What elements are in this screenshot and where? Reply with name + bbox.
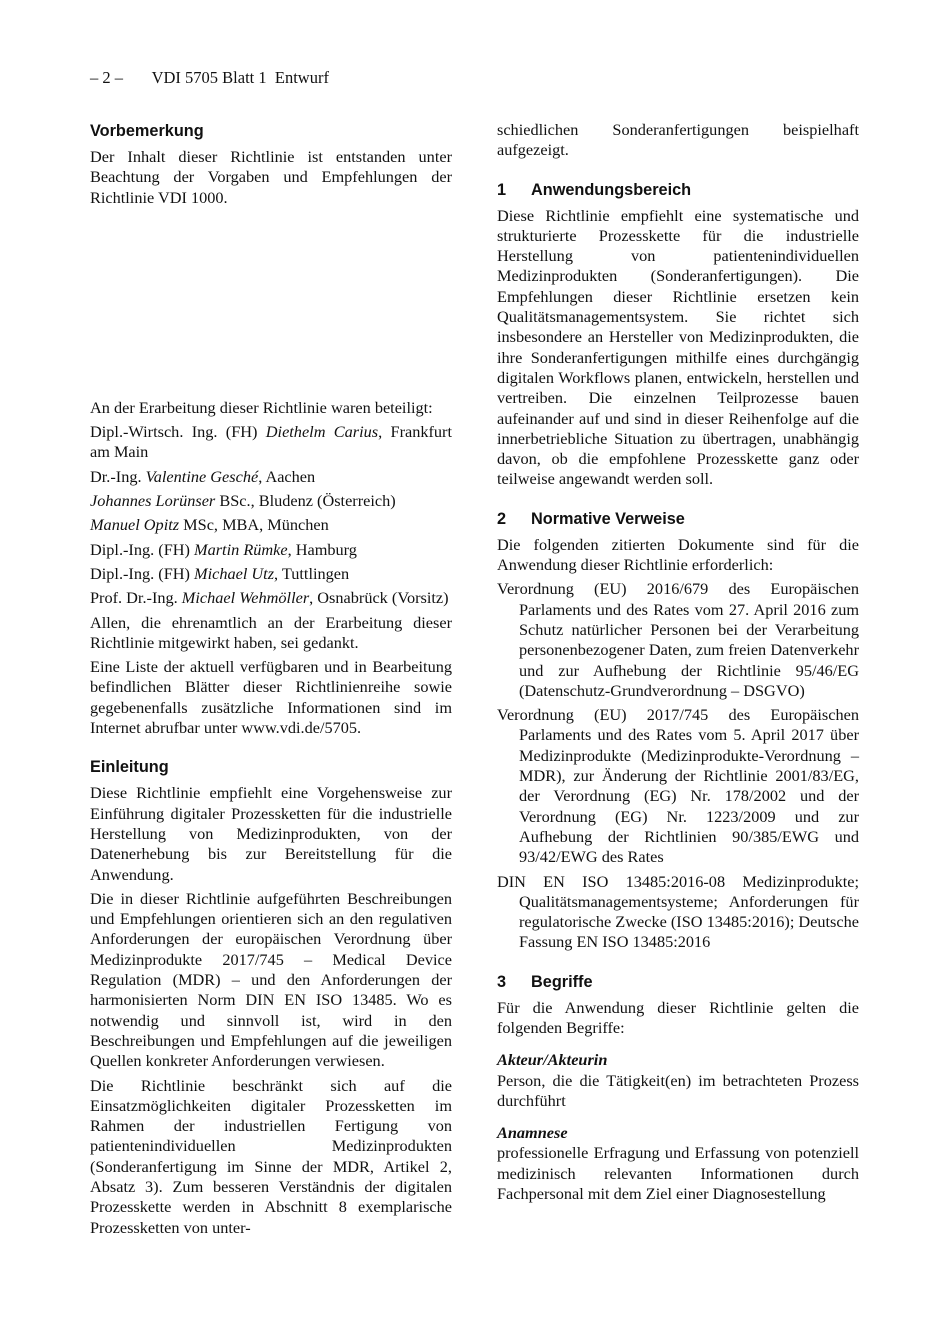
contributors-intro: An der Erarbeitung dieser Richtlinie waren beteiligt: [90, 397, 433, 417]
contributor: Prof. Dr.-Ing. Michael Wehmöller, Osnabrück (Vorsitz) [90, 588, 449, 608]
einleitung-paragraph-3-continued: schiedlichen Sonderanfertigungen beispielhaft aufgezeigt. [497, 120, 859, 160]
document-id: VDI 5705 Blatt 1 [151, 68, 267, 87]
heading-section-1: 1 Anwendungsbereich [497, 180, 692, 199]
blank-space [90, 212, 452, 398]
contributor-name: Michael Utz [194, 563, 275, 583]
vorbemerkung-text: Der Inhalt dieser Richtlinie ist entstanden unter Beachtung der Vorgaben und Empfehlungen der Richtlinie VDI 1000. [90, 147, 452, 207]
contributor: Dipl.-Ing. (FH) Martin Rümke, Hamburg [90, 539, 357, 559]
normative-reference: Verordnung (EU) 2016/679 des Europäischen Parlaments und des Rates vom 27. April 2016 zum Schutz natürlicher Personen bei der Verarbeitung personenbezogener Daten, zum freien Datenverkehr und zur Aufhebung der Richtlinie 95/46/EG (Datenschutz-Grundverordnung – DSGVO) [497, 579, 859, 700]
einleitung-paragraph-3: Die Richtlinie beschränkt sich auf die Einsatzmöglichkeiten digitaler Prozessketten im Rahmen der industriellen Fertigung von patientenindividuellen Medizinprodukten (Sonderanfertigung im Sinne der MDR, Artikel 2, Absatz 3). Zum besseren Verständnis der digitalen Prozesskette werden in Abschnitt 8 exemplarische Prozessketten von unter- [90, 1075, 452, 1237]
contributor-name: Manuel Opitz [90, 515, 180, 535]
contributor-name: Diethelm Carius [265, 422, 379, 442]
section-1-text: Diese Richtlinie empfiehlt eine systematische und strukturierte Prozesskette für die industrielle Herstellung von patientenindividuellen Medizinprodukten (Sonderanfertigungen). Die Empfehlungen dieser Richtlinie ersetzen kein Qualitätsmanagementsystem. Sie richtet sich insbesondere an Hersteller von Medizinprodukten, die ihre Sonderanfertigungen mithilfe eines durchgängig digitalen Workflows planen, entwickeln, herstellen und vertreiben. Die einzelnen Teilprozesse bauen aufeinander auf und sind in dieser Reihenfolge auf die innerbetriebliche Situation zu übertragen, unabhängig davon, ob die empfohlene Prozesskette ganz oder teilweise angewandt werden soll. [497, 205, 859, 489]
term-label: Anamnese [497, 1123, 568, 1143]
right-column [497, 120, 859, 1208]
heading-vorbemerkung: Vorbemerkung [90, 122, 204, 140]
contributor: Dipl.-Wirtsch. Ing. (FH) Diethelm Carius, Frankfurt am Main [90, 422, 453, 462]
contributor-name: Valentine Gesché [145, 466, 259, 486]
page-number: – 2 – [90, 68, 123, 87]
contributors-list [90, 422, 452, 608]
term-definition: professionelle Erfragung und Erfassung von potenziell medizinisch relevanten Informationen durch Fachpersonal mit dem Ziel einer Diagnosestellung [497, 1143, 859, 1204]
term-label: Akteur/Akteurin [497, 1050, 608, 1070]
section-2-intro: Die folgenden zitierten Dokumente sind für die Anwendung dieser Richtlinie erforderlich: [497, 534, 859, 575]
contributor: Manuel Opitz MSc, MBA, München [90, 515, 329, 535]
contributors-list-info: Eine Liste der aktuell verfügbaren und in Bearbeitung befindlichen Blätter dieser Richtlinienreihe sowie gegebenenfalls zusätzliche Informationen sind im Internet abrufbar unter www.vdi.de/5705. [90, 657, 452, 738]
heading-einleitung: Einleitung [90, 758, 169, 777]
contributor: Dr.-Ing. Valentine Gesché, Aachen [90, 466, 316, 486]
contributor: Johannes Lorünser BSc., Bludenz (Österreich) [90, 491, 396, 511]
contributors-thanks: Allen, die ehrenamtlich an der Erarbeitung dieser Richtlinie mitgewirkt haben, sei gedankt. [90, 612, 452, 652]
page-header [90, 67, 329, 89]
heading-section-2: 2 Normative Verweise [497, 509, 685, 528]
normative-reference: DIN EN ISO 13485:2016-08 Medizinprodukte; Qualitätsmanagementsysteme; Anforderungen für regulatorische Zwecke (ISO 13485:2016); Deutsche Fassung EN ISO 13485:2016 [497, 871, 859, 952]
normative-reference: Verordnung (EU) 2017/745 des Europäischen Parlaments und des Rates vom 5. April 2017 über Medizinprodukte (Medizinprodukte-Verordnung – MDR), zur Änderung der Richtlinie 2001/83/EG, der Verordnung (EG) Nr. 178/2002 und der Verordnung (EG) Nr. 1223/2009 und zur Aufhebung der Richtlinien 90/385/EWG und 93/42/EWG des Rates [497, 705, 859, 867]
einleitung-paragraph-2: Die in dieser Richtlinie aufgeführten Beschreibungen und Empfehlungen orientieren sich an den regulativen Anforderungen der europäischen Verordnung über Medizinprodukte 2017/745 – Medical Device Regulation (MDR) – und den Anforderungen der harmonisierten Norm DIN EN ISO 13485. Wo es notwendig und sinnvoll ist, wird in den Beschreibungen und Empfehlungen auf die jeweiligen Quellen konkreter Anforderungen verwiesen. [90, 888, 452, 1071]
left-column [90, 120, 452, 1242]
document-status: Entwurf [274, 68, 329, 87]
heading-section-3: 3 Begriffe [497, 972, 593, 991]
section-3-intro: Für die Anwendung dieser Richtlinie gelten die folgenden Begriffe: [497, 997, 859, 1037]
contributor-name: Johannes Lorünser [90, 491, 216, 511]
contributor-name: Martin Rümke [194, 539, 288, 559]
term-definition: Person, die die Tätigkeit(en) im betrachteten Prozess durchführt [497, 1070, 859, 1110]
contributor: Dipl.-Ing. (FH) Michael Utz, Tuttlingen [90, 563, 350, 583]
einleitung-paragraph-1: Diese Richtlinie empfiehlt eine Vorgehensweise zur Einführung digitaler Prozessketten für die industrielle Herstellung von Medizinprodukten, von der Datenerhebung bis zur Bereitstellung für die Anwendung. [90, 783, 452, 884]
contributor-name: Michael Wehmöller [181, 588, 310, 608]
